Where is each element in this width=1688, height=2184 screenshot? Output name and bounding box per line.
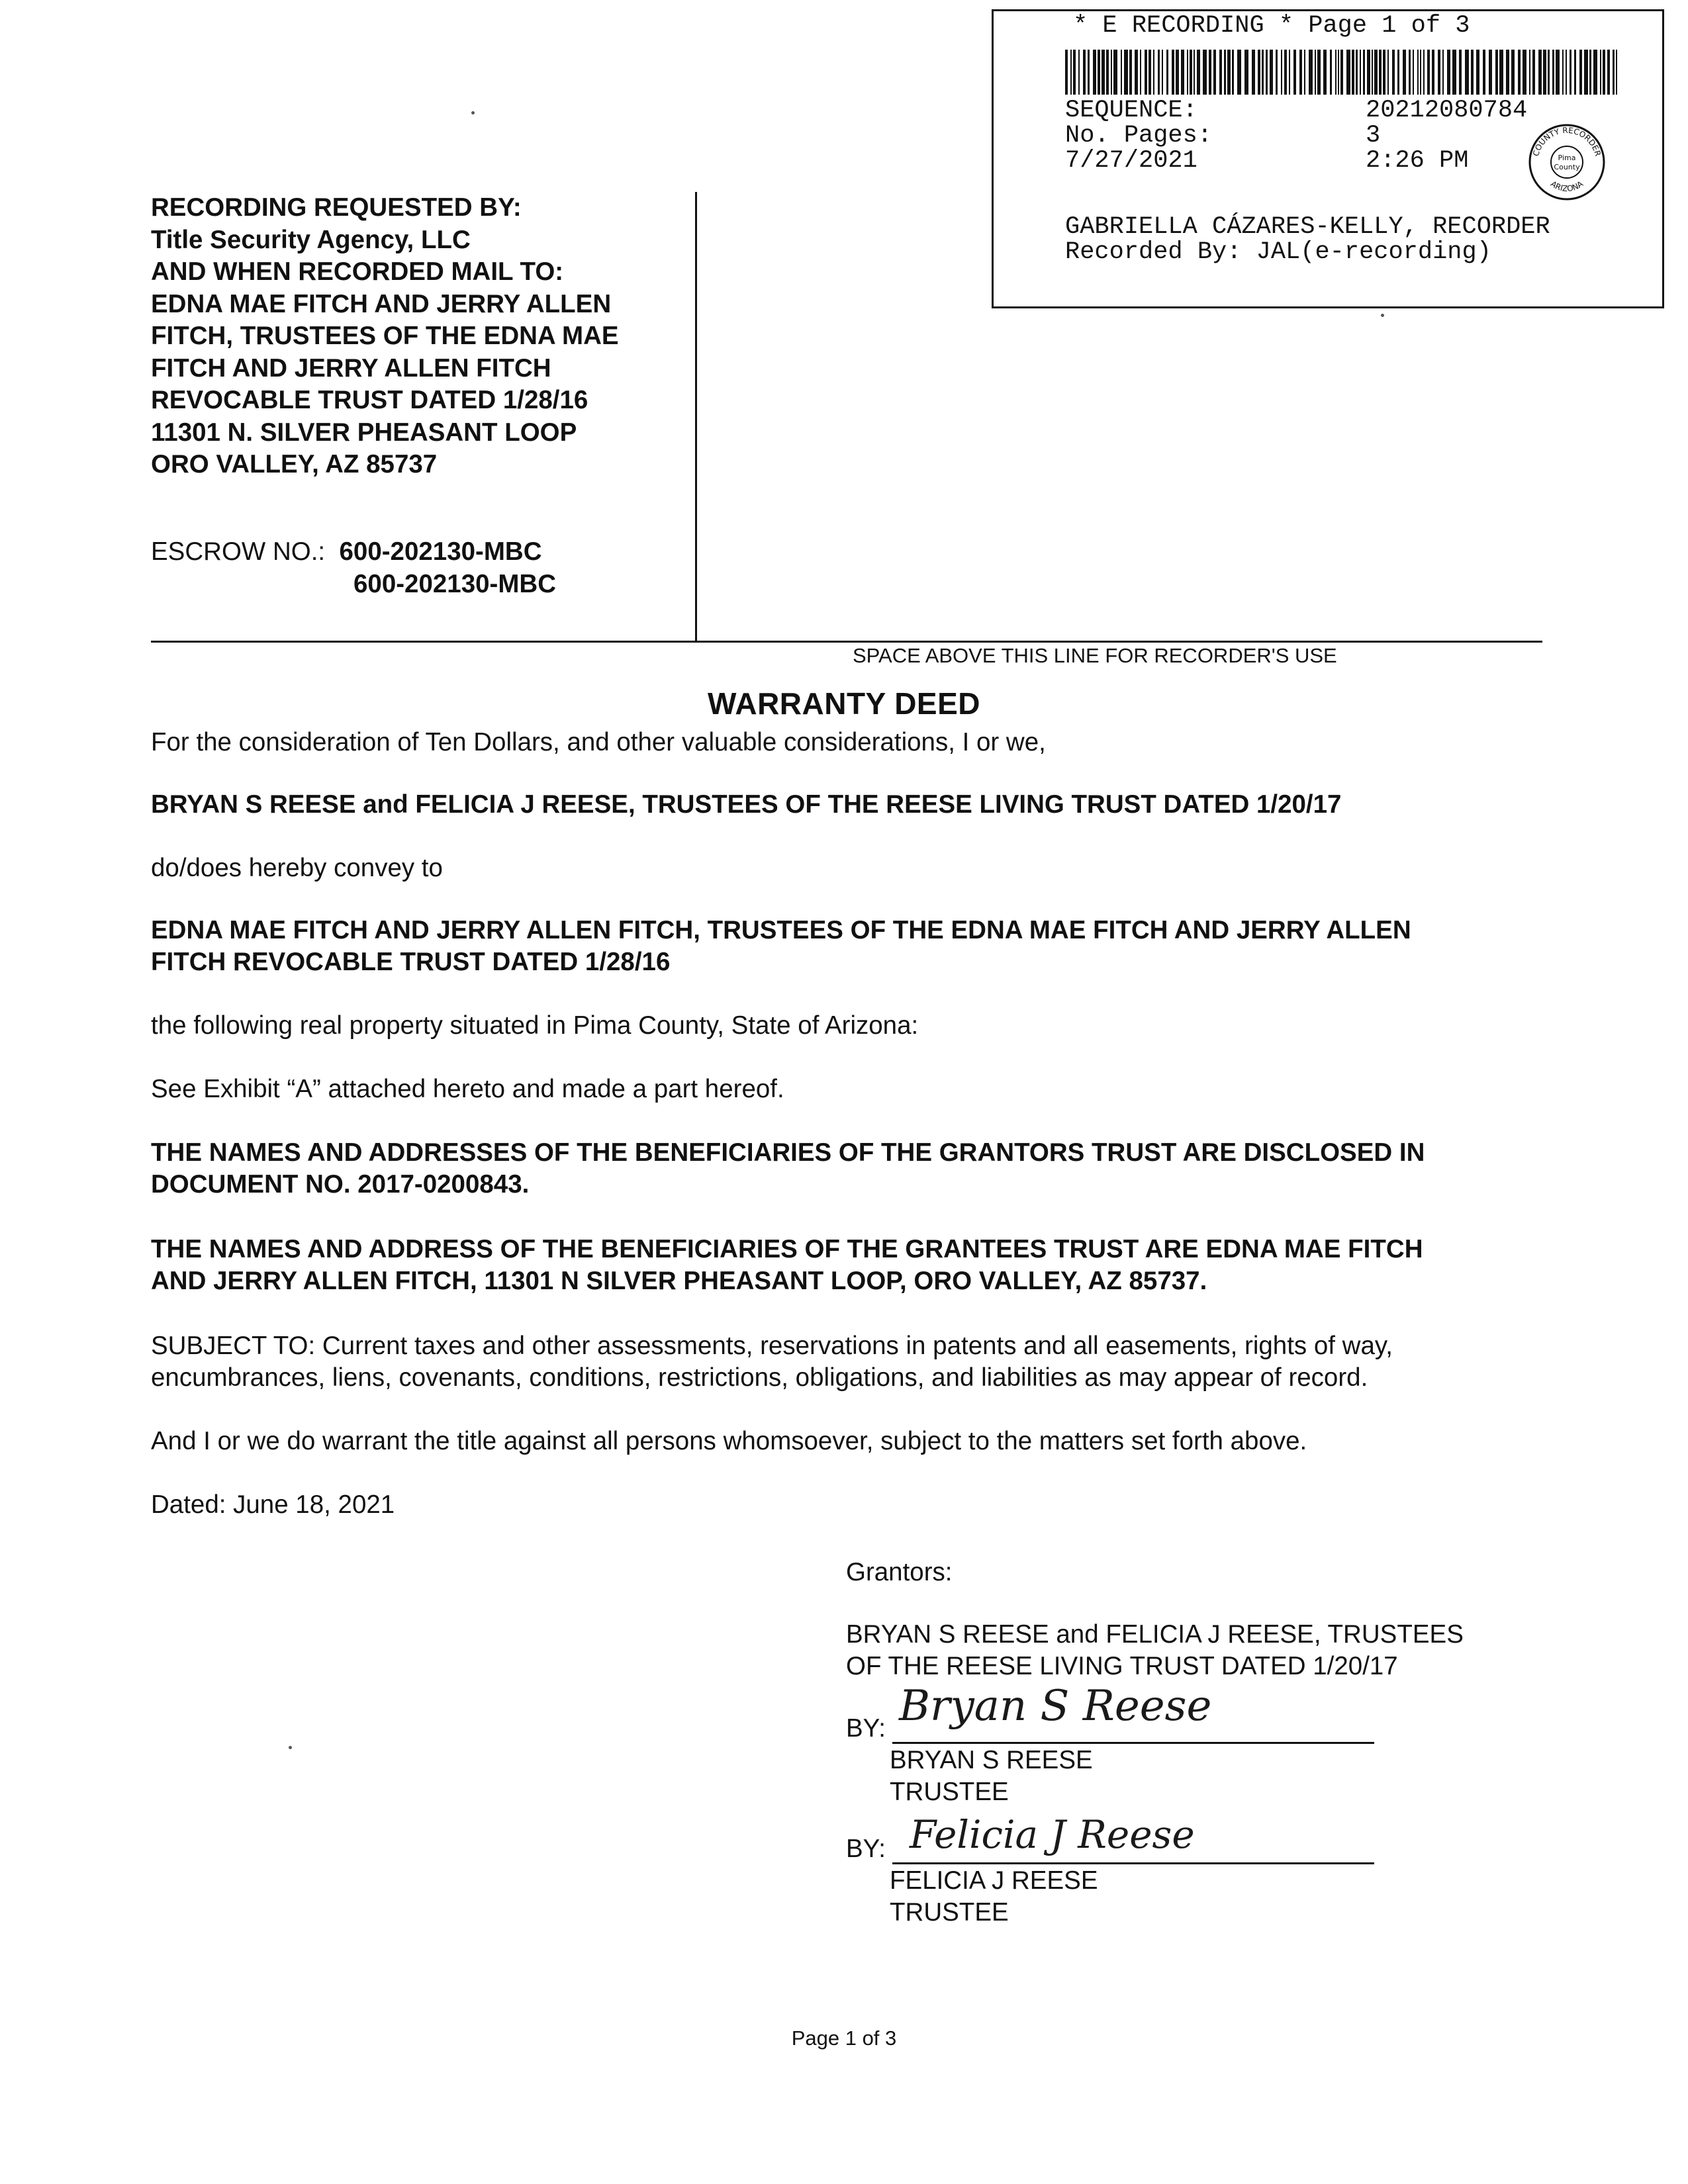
- property-text: the following real property situated in Pima County, State of Arizona:: [151, 1011, 919, 1040]
- escrow-number-1: 600-202130-MBC: [339, 537, 542, 566]
- barcode-bar: [1281, 50, 1282, 95]
- signer-2-title: TRUSTEE: [890, 1898, 1009, 1927]
- vertical-divider: [695, 192, 697, 642]
- barcode-bar: [1413, 50, 1414, 95]
- subject-to-line-2: encumbrances, liens, covenants, conditions, restrictions, obligations, and liabilities as may appear of record.: [151, 1363, 1368, 1392]
- barcode-bar: [1149, 50, 1151, 95]
- barcode-bar: [1266, 50, 1268, 95]
- recorded-by: Recorded By: JAL(e-recording): [1065, 238, 1491, 266]
- barcode-bar: [1409, 50, 1411, 95]
- barcode-bar: [1172, 50, 1174, 95]
- barcode-bar: [1317, 50, 1321, 95]
- barcode-bar: [1135, 50, 1138, 95]
- record-time: 2:26 PM: [1366, 147, 1469, 175]
- barcode-bar: [1093, 50, 1096, 95]
- barcode-bar: [1323, 50, 1327, 95]
- barcode-bar: [1194, 50, 1195, 95]
- barcode-bar: [1140, 50, 1141, 95]
- barcode-bar: [1548, 50, 1550, 95]
- barcode-bar: [1506, 50, 1509, 95]
- barcode-bar: [1309, 50, 1313, 95]
- barcode-bar: [1379, 50, 1382, 95]
- barcode-bar: [1070, 50, 1072, 95]
- barcode-bar: [1270, 50, 1273, 95]
- barcode-bar: [1607, 50, 1610, 95]
- barcode-bar: [1181, 50, 1184, 95]
- barcode-bar: [1427, 50, 1430, 95]
- barcode-bar: [1579, 50, 1582, 95]
- page-number: Page 1 of 3: [791, 2026, 897, 2050]
- barcode-bar: [1616, 50, 1617, 95]
- barcode-bar: [1471, 50, 1474, 95]
- barcode-bar: [1529, 50, 1530, 95]
- barcode-bar: [1258, 50, 1260, 95]
- barcode-bar: [1227, 50, 1231, 95]
- svg-text:ARIZONA: [1549, 179, 1585, 193]
- barcode-bar: [1495, 50, 1498, 95]
- barcode-bar: [1499, 50, 1503, 95]
- pages-value: 3: [1366, 122, 1381, 150]
- recording-requested-block: [151, 192, 680, 481]
- grantors-label: Grantors:: [846, 1558, 953, 1586]
- signature-bryan: Bryan S Reese: [899, 1682, 1212, 1731]
- barcode-bar: [1113, 50, 1117, 95]
- signer-1-name: BRYAN S REESE: [890, 1746, 1093, 1774]
- barcode-bar: [1352, 50, 1354, 95]
- barcode-bar: [1392, 50, 1395, 95]
- barcode-bar: [1523, 50, 1526, 95]
- recording-line-5: FITCH, TRUSTEES OF THE EDNA MAE: [151, 322, 619, 350]
- barcode-bar: [1452, 50, 1456, 95]
- barcode-bar: [1420, 50, 1421, 95]
- barcode-bar: [1417, 50, 1419, 95]
- barcode-bar: [1438, 50, 1440, 95]
- barcode-bar: [1518, 50, 1521, 95]
- seal-center-text-1: Pima: [1558, 154, 1576, 162]
- barcode-bar: [1372, 50, 1373, 95]
- barcode-bar: [1346, 50, 1350, 95]
- barcode-bar: [1574, 50, 1576, 95]
- barcode-bar: [1330, 50, 1332, 95]
- seal-bottom-text: ARIZONA: [1548, 179, 1585, 194]
- barcode-bar: [1153, 50, 1154, 95]
- barcode-bar: [1447, 50, 1450, 95]
- barcode-bar: [1088, 50, 1090, 95]
- convey-text: do/does hereby convey to: [151, 854, 443, 882]
- barcode-bar: [1315, 50, 1316, 95]
- beneficiaries-grantees-line-1: THE NAMES AND ADDRESS OF THE BENEFICIARIES OF THE GRANTEES TRUST ARE EDNA MAE FITCH: [151, 1235, 1423, 1263]
- barcode-bar: [1360, 50, 1361, 95]
- subject-to-line-1: SUBJECT TO: Current taxes and other assessments, reservations in patents and all easements, rights of way,: [151, 1332, 1393, 1360]
- barcode-bar: [1613, 50, 1615, 95]
- seal-top-text: COUNTY RECORDER: [1531, 125, 1603, 158]
- county-recorder-seal: [1527, 122, 1607, 202]
- recording-line-7: REVOCABLE TRUST DATED 1/28/16: [151, 386, 588, 414]
- beneficiaries-grantors-line-1: THE NAMES AND ADDRESSES OF THE BENEFICIARIES OF THE GRANTORS TRUST ARE DISCLOSED IN: [151, 1138, 1425, 1167]
- barcode-bar: [1476, 50, 1479, 95]
- barcode-bar: [1340, 50, 1343, 95]
- barcode-bar: [1552, 50, 1554, 95]
- escrow-number-2: 600-202130-MBC: [353, 569, 557, 598]
- barcode-bar: [1489, 50, 1492, 95]
- barcode-bar: [1166, 50, 1168, 95]
- pages-label: No. Pages:: [1065, 122, 1213, 150]
- recording-line-4: EDNA MAE FITCH AND JERRY ALLEN: [151, 289, 612, 318]
- barcode-bar: [1603, 50, 1605, 95]
- seal-center-text-2: County: [1554, 163, 1580, 171]
- recording-line-6: FITCH AND JERRY ALLEN FITCH: [151, 353, 551, 383]
- barcode-bar: [1465, 50, 1469, 95]
- signer-1-title: TRUSTEE: [890, 1778, 1009, 1806]
- barcode-bar: [1158, 50, 1160, 95]
- recorder-stamp: [992, 9, 1664, 308]
- grantees-line-2: FITCH REVOCABLE TRUST DATED 1/28/16: [151, 948, 671, 976]
- barcode-bar: [1098, 50, 1100, 95]
- barcode-bar: [1065, 50, 1068, 95]
- sequence-value: 20212080784: [1366, 97, 1528, 124]
- scan-speck: [1381, 314, 1384, 317]
- barcode-bar: [1383, 50, 1385, 95]
- recorder-name: GABRIELLA CÁZARES-KELLY, RECORDER: [1065, 213, 1550, 241]
- barcode-bar: [1442, 50, 1444, 95]
- by-label-1: BY:: [846, 1714, 886, 1743]
- barcode-bar: [1403, 50, 1406, 95]
- signature-felicia: Felicia J Reese: [910, 1812, 1195, 1857]
- barcode-bar: [1237, 50, 1241, 95]
- escrow-block: [151, 536, 556, 600]
- barcode-bar: [1203, 50, 1207, 95]
- barcode-bar: [1367, 50, 1370, 95]
- recording-line-3: AND WHEN RECORDED MAIL TO:: [151, 257, 564, 286]
- barcode-bar: [1600, 50, 1601, 95]
- barcode-bar: [1363, 50, 1365, 95]
- grantors-name-line-2: OF THE REESE LIVING TRUST DATED 1/20/17: [846, 1652, 1398, 1680]
- svg-text:COUNTY RECORDER: [1531, 126, 1603, 158]
- recording-line-2: Title Security Agency, LLC: [151, 225, 471, 254]
- barcode-bar: [1483, 50, 1485, 95]
- barcode-bar: [1304, 50, 1305, 95]
- escrow-label: ESCROW NO.:: [151, 537, 326, 566]
- signature-line-2: [892, 1862, 1374, 1864]
- barcode-bar: [1121, 50, 1122, 95]
- barcode-bar: [1244, 50, 1248, 95]
- barcode-bar: [1543, 50, 1546, 95]
- barcode-bar: [1124, 50, 1128, 95]
- barcode-bar: [1387, 50, 1389, 95]
- barcode-bar: [1459, 50, 1462, 95]
- sequence-label: SEQUENCE:: [1065, 97, 1197, 124]
- grantors-name-line-1: BRYAN S REESE and FELICIA J REESE, TRUSTEES: [846, 1620, 1464, 1649]
- barcode-bar: [1423, 50, 1425, 95]
- barcode-bar: [1276, 50, 1278, 95]
- barcode-bar: [1176, 50, 1179, 95]
- barcode-bar: [1293, 50, 1296, 95]
- barcode-bar: [1252, 50, 1255, 95]
- barcode-bar: [1299, 50, 1302, 95]
- barcode-bar: [1209, 50, 1211, 95]
- barcode-bar: [1083, 50, 1086, 95]
- barcode-bar: [1570, 50, 1571, 95]
- barcode-bar: [1187, 50, 1188, 95]
- barcode-bar: [1532, 50, 1535, 95]
- barcode-bar: [1213, 50, 1216, 95]
- exhibit-text: See Exhibit “A” attached hereto and made a part hereof.: [151, 1075, 784, 1103]
- barcode-bar: [1589, 50, 1591, 95]
- barcode-bar: [1232, 50, 1234, 95]
- recorder-space-line: [151, 641, 1542, 643]
- recording-line-9: ORO VALLEY, AZ 85737: [151, 450, 438, 478]
- space-above-note: SPACE ABOVE THIS LINE FOR RECORDER'S USE: [853, 644, 1337, 667]
- barcode-bar: [1102, 50, 1105, 95]
- scan-speck: [289, 1746, 292, 1749]
- barcode-bar: [1538, 50, 1542, 95]
- barcode-bar: [1262, 50, 1264, 95]
- barcode-bar: [1593, 50, 1597, 95]
- recording-line-8: 11301 N. SILVER PHEASANT LOOP: [151, 418, 577, 447]
- record-date: 7/27/2021: [1065, 147, 1197, 175]
- scan-speck: [471, 111, 475, 114]
- signer-2-name: FELICIA J REESE: [890, 1866, 1098, 1895]
- stamp-header: * E RECORDING * Page 1 of 3: [1073, 12, 1470, 40]
- dated-text: Dated: June 18, 2021: [151, 1490, 395, 1519]
- signature-line-1: [892, 1742, 1374, 1744]
- barcode-bar: [1190, 50, 1192, 95]
- beneficiaries-grantees-line-2: AND JERRY ALLEN FITCH, 11301 N SILVER PHEASANT LOOP, ORO VALLEY, AZ 85737.: [151, 1267, 1207, 1295]
- barcode-bar: [1556, 50, 1560, 95]
- barcode-bar: [1073, 50, 1076, 95]
- beneficiaries-grantors-line-2: DOCUMENT NO. 2017-0200843.: [151, 1170, 530, 1199]
- barcode-bar: [1432, 50, 1434, 95]
- barcode-bar: [1566, 50, 1567, 95]
- barcode-bar: [1106, 50, 1109, 95]
- barcode-bar: [1219, 50, 1222, 95]
- barcode: [1065, 50, 1618, 95]
- barcode-bar: [1511, 50, 1515, 95]
- barcode-bar: [1111, 50, 1112, 95]
- barcode-bar: [1197, 50, 1200, 95]
- by-label-2: BY:: [846, 1835, 886, 1863]
- barcode-bar: [1289, 50, 1290, 95]
- warrant-text: And I or we do warrant the title against all persons whomsoever, subject to the matters set forth above.: [151, 1427, 1307, 1455]
- barcode-bar: [1562, 50, 1564, 95]
- barcode-bar: [1335, 50, 1336, 95]
- barcode-bar: [1078, 50, 1080, 95]
- barcode-bar: [1284, 50, 1287, 95]
- consideration-text: For the consideration of Ten Dollars, and other valuable considerations, I or we,: [151, 728, 1046, 756]
- grantees-line-1: EDNA MAE FITCH AND JERRY ALLEN FITCH, TRUSTEES OF THE EDNA MAE FITCH AND JERRY ALLEN: [151, 916, 1411, 944]
- barcode-bar: [1162, 50, 1163, 95]
- grantors-text: BRYAN S REESE and FELICIA J REESE, TRUSTEES OF THE REESE LIVING TRUST DATED 1/20/17: [151, 790, 1342, 819]
- barcode-bar: [1224, 50, 1226, 95]
- barcode-bar: [1145, 50, 1147, 95]
- barcode-bar: [1584, 50, 1588, 95]
- barcode-bar: [1356, 50, 1358, 95]
- barcode-bar: [1129, 50, 1132, 95]
- document-title: WARRANTY DEED: [707, 686, 980, 721]
- recording-line-1: RECORDING REQUESTED BY:: [151, 193, 522, 222]
- barcode-bar: [1338, 50, 1339, 95]
- barcode-bar: [1374, 50, 1378, 95]
- barcode-bar: [1397, 50, 1399, 95]
